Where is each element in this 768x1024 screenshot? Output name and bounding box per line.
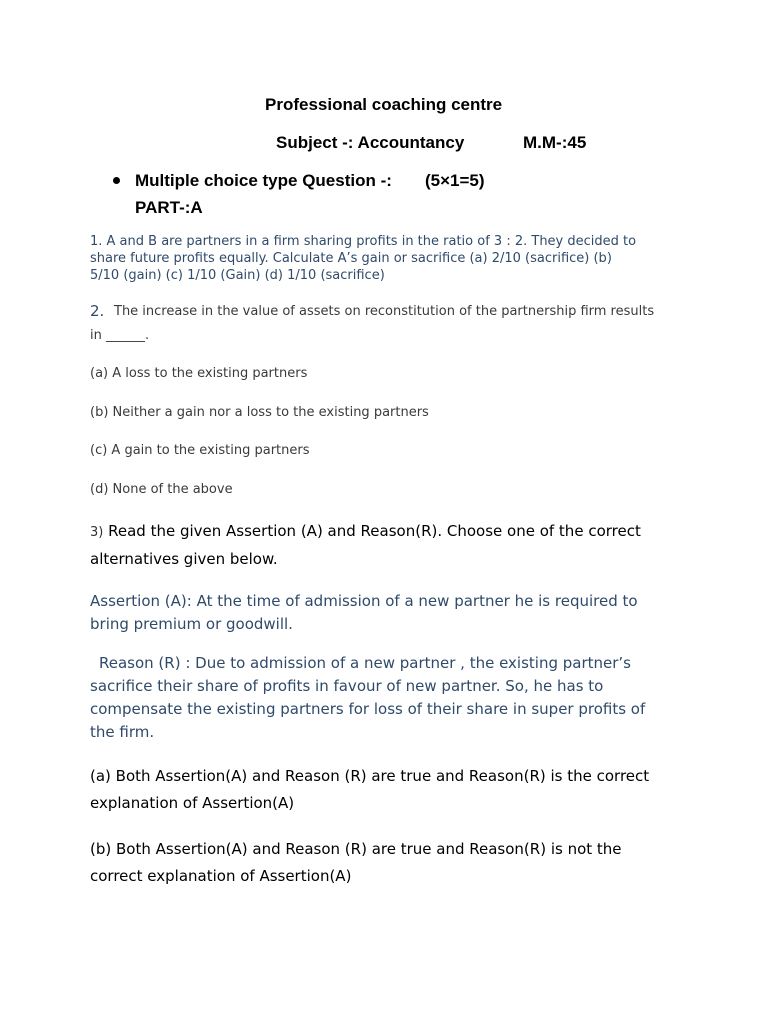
q2-number: 2.	[90, 302, 105, 320]
section-marks: (5×1=5)	[425, 171, 485, 190]
q3-reason: Reason (R) : Due to admission of a new partner , the existing partner’s sacrifice their share of profits in favour of new partner. So, he has to compensate the existing partners for loss of their share in super profits of the firm.	[90, 654, 646, 741]
q3-text: Read the given Assertion (A) and Reason(R). Choose one of the correct alternatives given below.	[90, 522, 641, 568]
part-label: PART-:A	[135, 198, 203, 217]
max-marks: M.M-:45	[523, 133, 587, 152]
q2-text-line-2: in ______.	[90, 328, 150, 343]
q1-line-2: share future profits equally. Calculate A’s gain or sacrifice (a) 2/10 (sacrifice) (b)	[90, 251, 612, 266]
q3-number: 3)	[90, 525, 104, 540]
section-label: Multiple choice type Question -:	[135, 171, 392, 190]
q2-option-b: (b) Neither a gain nor a loss to the existing partners	[90, 405, 429, 420]
q2-option-d: (d) None of the above	[90, 482, 233, 497]
q3-assertion: Assertion (A): At the time of admission of a new partner he is required to bring premium or goodwill.	[90, 592, 638, 633]
document-title: Professional coaching centre	[265, 95, 503, 114]
q1-line-1: 1. A and B are partners in a firm sharing profits in the ratio of 3 : 2. They decided to	[90, 234, 637, 249]
bullet-icon	[113, 177, 120, 184]
q2-option-a: (a) A loss to the existing partners	[90, 366, 308, 381]
q2-option-c: (c) A gain to the existing partners	[90, 443, 310, 458]
subject-line: Subject -: Accountancy	[276, 133, 465, 152]
q3-option-b: (b) Both Assertion(A) and Reason (R) are true and Reason(R) is not the correct explanation of Assertion(A)	[90, 840, 622, 885]
q3-option-a: (a) Both Assertion(A) and Reason (R) are true and Reason(R) is the correct explanation of Assertion(A)	[90, 767, 650, 812]
q3-question	[90, 518, 675, 573]
q2-text-line-1: The increase in the value of assets on reconstitution of the partnership firm results	[114, 304, 655, 319]
q1-line-3: 5/10 (gain) (c) 1/10 (Gain) (d) 1/10 (sacrifice)	[90, 268, 385, 283]
